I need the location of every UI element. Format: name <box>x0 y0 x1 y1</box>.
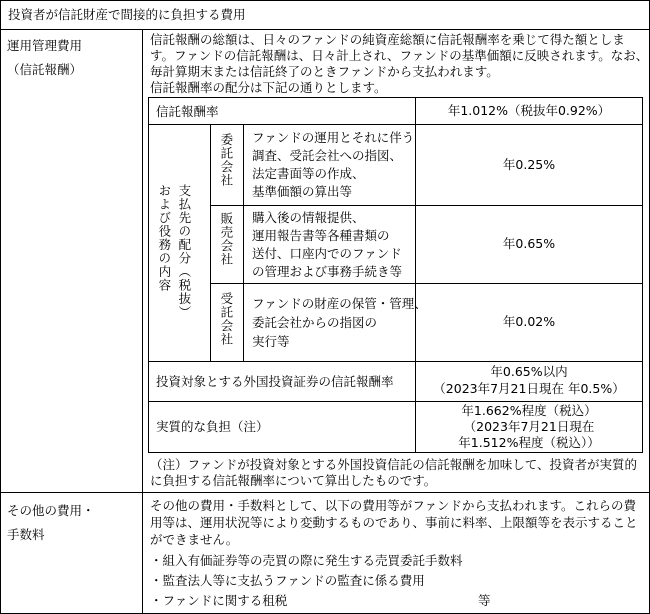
effective-value-line: 年1.512%程度（税込）） <box>458 435 600 450</box>
note-line: （注）ファンドが投資対象とする外国投資信託の信託報酬を加味して、投資者が実質的 <box>150 457 638 472</box>
border-left <box>0 0 1 614</box>
divider-label-col <box>142 29 143 614</box>
content-line: 委託会社からの指図の <box>252 315 378 330</box>
row2-line: ができません。 <box>150 532 239 547</box>
party-distributor: 販売会社 <box>218 212 234 266</box>
row2-line: 用等は、運用状況等により変動するものであり、事前に料率、上限額等を表示すること <box>150 515 638 530</box>
inner-divider-content <box>243 124 244 361</box>
intro-line: 信託報酬率の配分は下記の通りとします。 <box>150 80 387 95</box>
rate-label: 信託報酬率 <box>156 104 219 119</box>
group-label-line1: 支払先の配分（税抜） <box>176 184 192 319</box>
row2-label-line2: 手数料 <box>7 527 45 542</box>
foreign-label: 投資対象とする外国投資証券の信託報酬率 <box>156 374 394 389</box>
row2-bullet: ・監査法人等に支払うファンドの監査に係る費用 <box>150 573 425 588</box>
border-top <box>0 0 650 1</box>
group-label-line2: および役務の内容 <box>156 184 172 292</box>
content-line: の管理および事務手続き等 <box>252 264 403 279</box>
content-line: 実行等 <box>252 334 290 349</box>
party-trustee: 受託会社 <box>218 292 234 346</box>
inner-border-bottom <box>148 452 643 453</box>
row2-bullet: ・ファンドに関する租税 <box>150 593 288 608</box>
effective-value-line: （2023年7月21日現在 <box>463 419 595 434</box>
intro-line: 信託報酬の総額は、日々のファンドの純資産総額に信託報酬率を乗じて得た額としま <box>150 32 625 47</box>
inner-border-right <box>642 97 643 453</box>
row2-bullet: ・組入有価証券等の売買の際に発生する売買委託手数料 <box>150 553 463 568</box>
row2-label-line1: その他の費用・ <box>7 503 95 518</box>
inner-divider-foreign <box>148 361 643 362</box>
content-line: ファンドの財産の保管・管理、 <box>252 296 427 311</box>
note-line: に負担する信託報酬率について算出したものです。 <box>150 473 437 488</box>
content-line: 基準価額の算出等 <box>252 184 353 199</box>
inner-divider-party <box>210 124 211 361</box>
divider-header <box>0 29 650 30</box>
content-line: 購入後の情報提供、 <box>252 210 365 225</box>
foreign-value-line2: （2023年7月21日現在 年0.5%） <box>433 381 625 396</box>
effective-value-line: 年1.662%程度（税込） <box>461 403 597 418</box>
foreign-value-line1: 年0.65%以内 <box>490 364 568 379</box>
header-title: 投資者が信託財産で間接的に負担する費用 <box>8 7 246 22</box>
content-line: 運用報告書等各種書類の <box>252 228 390 243</box>
inner-border-left <box>148 97 149 453</box>
content-line: 調査、受託会社への指図、 <box>252 148 403 163</box>
intro-line: 毎計算期末または信託終了のときファンドから支払われます。 <box>150 64 499 79</box>
inner-divider-effective <box>148 401 643 402</box>
distributor-value: 年0.65% <box>502 236 556 252</box>
content-line: ファンドの運用とそれに伴う <box>252 130 415 145</box>
consignor-value: 年0.25% <box>502 156 556 172</box>
intro-line: す。ファンドの信託報酬は、日々計上され、ファンドの基準価額に反映されます。なお、 <box>150 48 649 63</box>
trustee-value: 年0.02% <box>502 314 556 330</box>
effective-label: 実質的な負担（注） <box>156 419 269 434</box>
content-line: 送付、口座内でのファンド <box>252 246 402 261</box>
row2-line: その他の費用・手数料として、以下の費用等がファンドから支払われます。これらの費 <box>150 498 637 513</box>
divider-row2 <box>0 492 650 493</box>
row1-label-line2: （信託報酬） <box>7 62 83 77</box>
row1-label-line1: 運用管理費用 <box>7 38 83 53</box>
rate-value: 年1.012%（税抜年0.92%） <box>447 102 611 118</box>
row2-etc: 等 <box>478 593 491 608</box>
party-consignor: 委託会社 <box>218 133 234 187</box>
content-line: 法定書面等の作成、 <box>252 166 365 181</box>
